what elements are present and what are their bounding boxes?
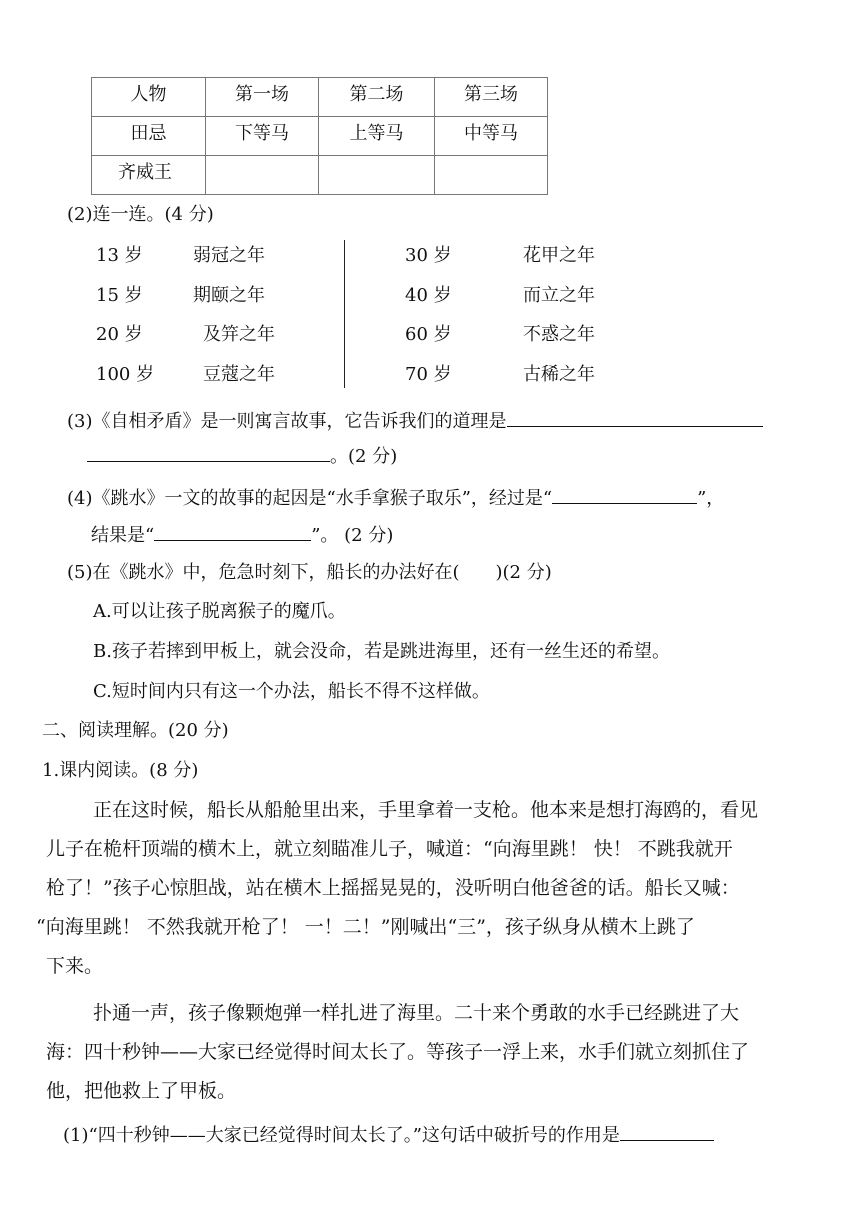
q2-left-term: 弱冠之年 — [193, 245, 265, 266]
table-cell: 第二场 — [319, 78, 435, 117]
table-cell: 上等马 — [319, 117, 435, 156]
q4-text-a: (4)《跳水》一文的故事的起因是“水手拿猴子取乐”，经过是“ — [67, 488, 553, 509]
passage-line: 他，把他救上了甲板。 — [46, 1080, 237, 1102]
q3-text: (3)《自相矛盾》是一则寓言故事，它告诉我们的道理是 — [67, 411, 507, 432]
table-cell-blank[interactable] — [206, 156, 319, 195]
table-header-row — [92, 78, 548, 117]
q2-right-term: 古稀之年 — [523, 364, 595, 385]
passage-line: 枪了！”孩子心惊胆战，站在横木上摇摇晃晃的，没听明白他爸爸的话。船长又喊： — [46, 877, 740, 899]
subsection-heading: 1.课内阅读。(8 分) — [42, 760, 199, 781]
q4-text-c: 结果是“ — [91, 525, 155, 546]
q3-answer-blank[interactable] — [507, 406, 763, 427]
table-cell-blank[interactable] — [435, 156, 548, 195]
table-cell: 第一场 — [206, 78, 319, 117]
q2-title: (2)连一连。(4 分) — [67, 204, 214, 225]
question-1-blank[interactable] — [620, 1120, 714, 1141]
q4-text-b: ”， — [697, 488, 725, 509]
table-cell: 第三场 — [435, 78, 548, 117]
passage-line: 下来。 — [46, 955, 104, 977]
horse-race-table — [91, 77, 548, 195]
q2-left-term: 期颐之年 — [193, 285, 265, 306]
table-cell-blank[interactable] — [319, 156, 435, 195]
table-row — [92, 117, 548, 156]
table-row — [92, 156, 548, 195]
q3-line1 — [67, 406, 763, 434]
table-cell: 人物 — [92, 78, 206, 117]
q2-right-term: 不惑之年 — [523, 324, 595, 345]
q2-right-age: 60 岁 — [405, 324, 452, 345]
q5-option-a: A.可以让孩子脱离猴子的魔爪。 — [93, 601, 346, 622]
question-1-text: (1)“四十秒钟——大家已经觉得时间太长了。”这句话中破折号的作用是 — [63, 1125, 620, 1146]
question-1 — [63, 1120, 714, 1148]
table-cell: 下等马 — [206, 117, 319, 156]
q2-right-age: 40 岁 — [405, 285, 452, 306]
passage-line: 海：四十秒钟——大家已经觉得时间太长了。等孩子一浮上来，水手们就立刻抓住了 — [46, 1041, 750, 1063]
q4-line2 — [91, 520, 393, 548]
q3-line2 — [87, 441, 397, 469]
passage-line: “向海里跳！ 不然我就开枪了！ 一！二！”刚喊出“三”，孩子纵身从横木上跳了 — [36, 916, 695, 938]
q2-right-age: 70 岁 — [405, 364, 452, 385]
q4-result-blank[interactable] — [154, 520, 311, 541]
q5-option-b: B.孩子若摔到甲板上，就会没命，若是跳进海里，还有一丝生还的希望。 — [93, 641, 670, 662]
table-cell: 齐威王 — [92, 156, 206, 195]
q5-stem: (5)在《跳水》中，危急时刻下，船长的办法好在( )(2 分) — [67, 562, 552, 583]
q2-left-age: 13 岁 — [96, 245, 143, 266]
q3-answer-blank-2[interactable] — [87, 441, 330, 462]
passage-line: 正在这时候，船长从船舱里出来，手里拿着一支枪。他本来是想打海鸥的，看见 — [93, 799, 759, 821]
q3-tail: 。(2 分) — [330, 446, 398, 467]
q2-left-term: 及笄之年 — [203, 324, 275, 345]
q4-text-d: ”。 (2 分) — [311, 525, 394, 546]
q2-right-term: 而立之年 — [523, 285, 595, 306]
passage-line: 扑通一声，孩子像颗炮弹一样扎进了海里。二十来个勇敢的水手已经跳进了大 — [93, 1002, 740, 1024]
passage-line: 儿子在桅杆顶端的横木上，就立刻瞄准儿子，喊道：“向海里跳！ 快！ 不跳我就开 — [46, 838, 733, 860]
q2-left-age: 20 岁 — [96, 324, 143, 345]
table-cell: 田忌 — [92, 117, 206, 156]
q2-right-term: 花甲之年 — [523, 245, 595, 266]
q2-left-age: 15 岁 — [96, 285, 143, 306]
q4-line1 — [67, 483, 724, 511]
section-heading: 二、阅读理解。(20 分) — [42, 720, 229, 741]
q2-left-age: 100 岁 — [96, 364, 155, 385]
q5-option-c: C.短时间内只有这一个办法，船长不得不这样做。 — [93, 681, 490, 702]
q2-right-age: 30 岁 — [405, 245, 452, 266]
table-cell: 中等马 — [435, 117, 548, 156]
q2-left-term: 豆蔻之年 — [203, 364, 275, 385]
column-divider — [344, 240, 345, 388]
q4-process-blank[interactable] — [552, 483, 697, 504]
